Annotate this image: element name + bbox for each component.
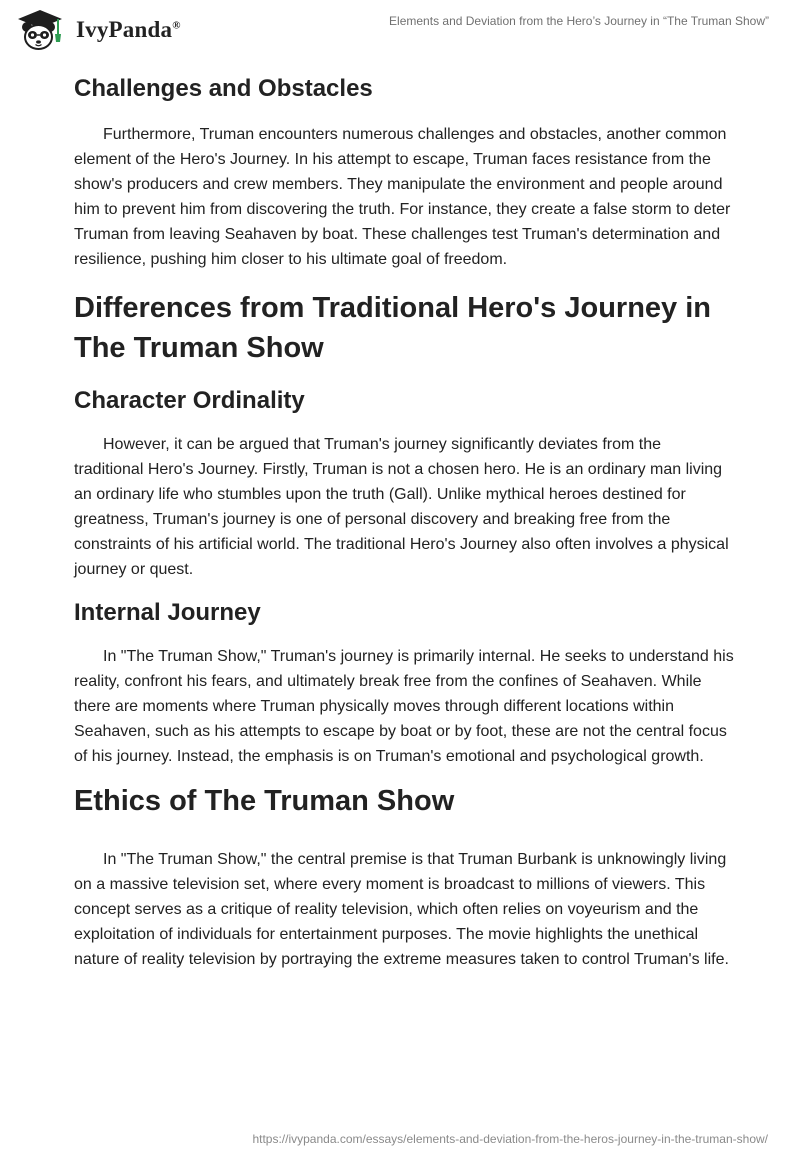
paragraph-challenges: Furthermore, Truman encounters numerous challenges and obstacles, another common element of the Hero's Journey. In his attempt to escape, Truman faces resistance from the show's producers and crew members. They manipulate the environment and people around him to prevent him from discovering the truth. For instance, they create a false storm to deter Truman from leaving Seahaven by boat. These challenges test Truman's determination and resilience, pushing him closer to his ultimate goal of freedom. (74, 126, 731, 268)
document-title: Elements and Deviation from the Hero’s Journey in “The Truman Show” (389, 14, 769, 28)
paragraph-internal-journey: In "The Truman Show," Truman's journey is primarily internal. He seeks to understand his reality, confront his fears, and ultimately break free from the confines of Seahaven. While there are moments where Truman physically moves through different locations within Seahaven, such as his attempts to escape by boat or by foot, these are not the central focus of his journey. Instead, the emphasis is on Truman's emotional and psychological growth. (74, 648, 734, 765)
heading-character-ordinality: Character Ordinality (74, 387, 305, 414)
page-header (0, 0, 800, 62)
article-body (74, 70, 734, 972)
heading-ethics: Ethics of The Truman Show (74, 785, 455, 817)
source-url[interactable]: https://ivypanda.com/essays/elements-and-deviation-from-the-heros-journey-in-the-truman-show/ (252, 1132, 768, 1146)
heading-challenges: Challenges and Obstacles (74, 75, 373, 102)
paragraph-character-ordinality: However, it can be argued that Truman's journey significantly deviates from the traditional Hero's Journey. Firstly, Truman is not a chosen hero. He is an ordinary man living an ordinary life who stumbles upon the truth (Gall). Unlike mythical heroes destined for greatness, Truman's journey is one of personal discovery and breaking free from the constraints of his artificial world. The traditional Hero's Journey also often involves a physical journey or quest. (74, 436, 729, 578)
heading-differences: Differences from Traditional Hero's Journey in The Truman Show (74, 292, 711, 364)
paragraph-ethics: In "The Truman Show," the central premise is that Truman Burbank is unknowingly living on a massive television set, where every moment is broadcast to millions of viewers. This concept serves as a critique of reality television, which often relies on voyeurism and the exploitation of individuals for entertainment purposes. The movie highlights the unethical nature of reality television by portraying the extreme measures taken to control Truman's life. (74, 851, 729, 968)
heading-internal-journey: Internal Journey (74, 599, 261, 626)
brand-name: IvyPanda® (76, 17, 181, 42)
ivypanda-logo[interactable] (14, 8, 181, 52)
panda-graduate-icon (14, 8, 66, 52)
